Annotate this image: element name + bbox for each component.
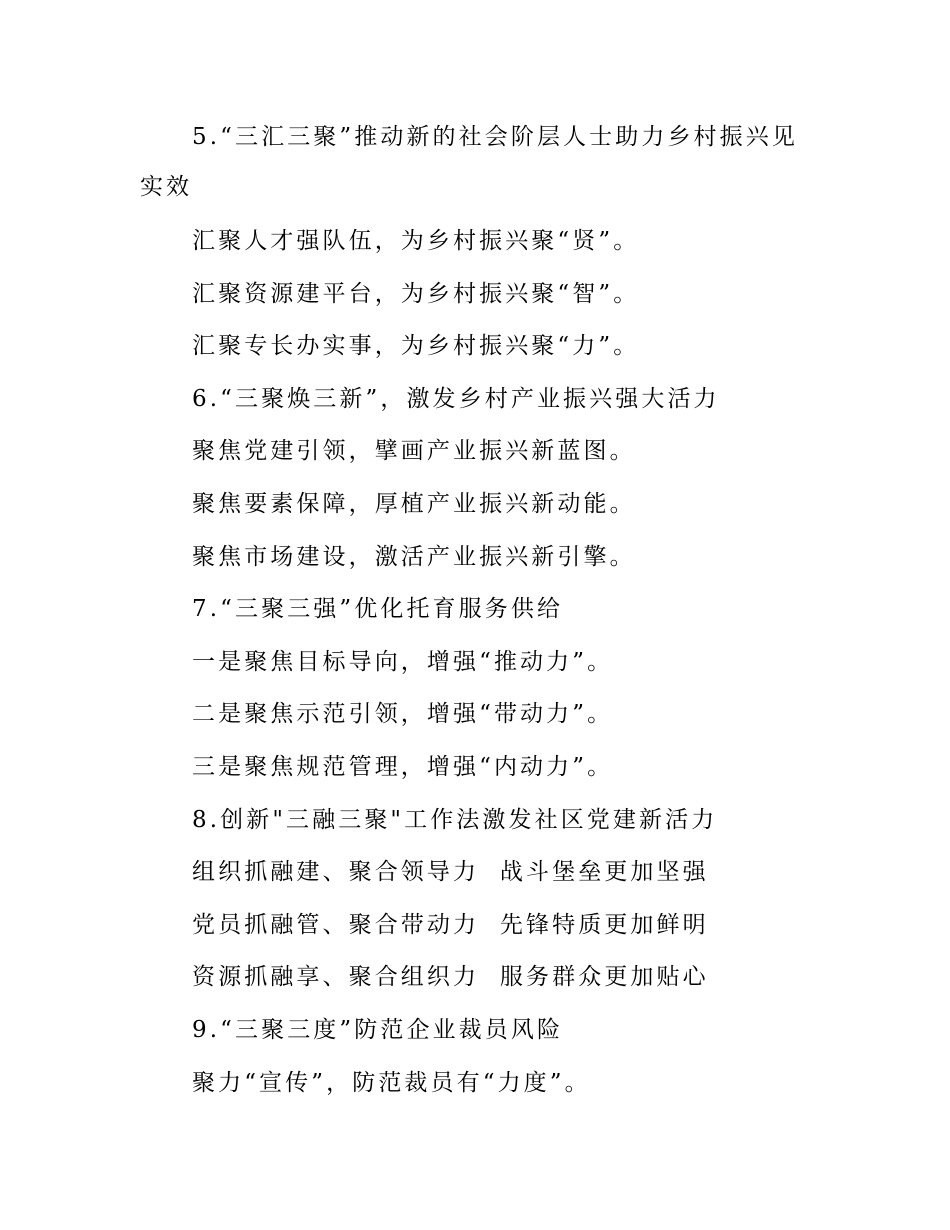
paragraph-line: 一是聚焦目标导向，增强“推动力”。	[192, 648, 614, 675]
paragraph-line: 汇聚专长办实事，为乡村振兴聚“力”。	[192, 333, 640, 360]
paragraph-line: 聚焦市场建设，激活产业振兴新引擎。	[192, 543, 636, 570]
paragraph-line: 聚力“宣传”，防范裁员有“力度”。	[192, 1069, 591, 1096]
section-heading-8: 8.创新"三融三聚"工作法激发社区党建新活力	[192, 806, 718, 833]
section-heading-9: 9.“三聚三度”防范企业裁员风险	[192, 1016, 564, 1043]
paragraph-line: 汇聚人才强队伍，为乡村振兴聚“贤”。	[192, 228, 640, 254]
paragraph-line: 二是聚焦示范引领，增强“带动力”。	[192, 701, 614, 728]
section-heading-6: 6.“三聚焕三新”，激发乡村产业振兴强大活力	[192, 385, 720, 412]
paragraph-line: 汇聚资源建平台，为乡村振兴聚“智”。	[192, 280, 640, 307]
paragraph-line: 组织抓融建、聚合领导力 战斗堡垒更加坚强	[192, 859, 709, 886]
section-heading-7: 7.“三聚三强”优化托育服务供给	[192, 596, 564, 623]
paragraph-line: 资源抓融享、聚合组织力 服务群众更加贴心	[192, 964, 709, 991]
section-heading-5: 5.“三汇三聚”推动新的社会阶层人士助力乡村振兴见实效	[140, 124, 798, 200]
document-body	[140, 112, 820, 1109]
paragraph-line: 党员抓融管、聚合带动力 先锋特质更加鲜明	[192, 911, 709, 938]
paragraph-line: 聚焦要素保障，厚植产业振兴新动能。	[192, 490, 636, 517]
paragraph-line: 三是聚焦规范管理，增强“内动力”。	[192, 753, 614, 780]
paragraph-line: 聚焦党建引领，擘画产业振兴新蓝图。	[192, 438, 636, 465]
